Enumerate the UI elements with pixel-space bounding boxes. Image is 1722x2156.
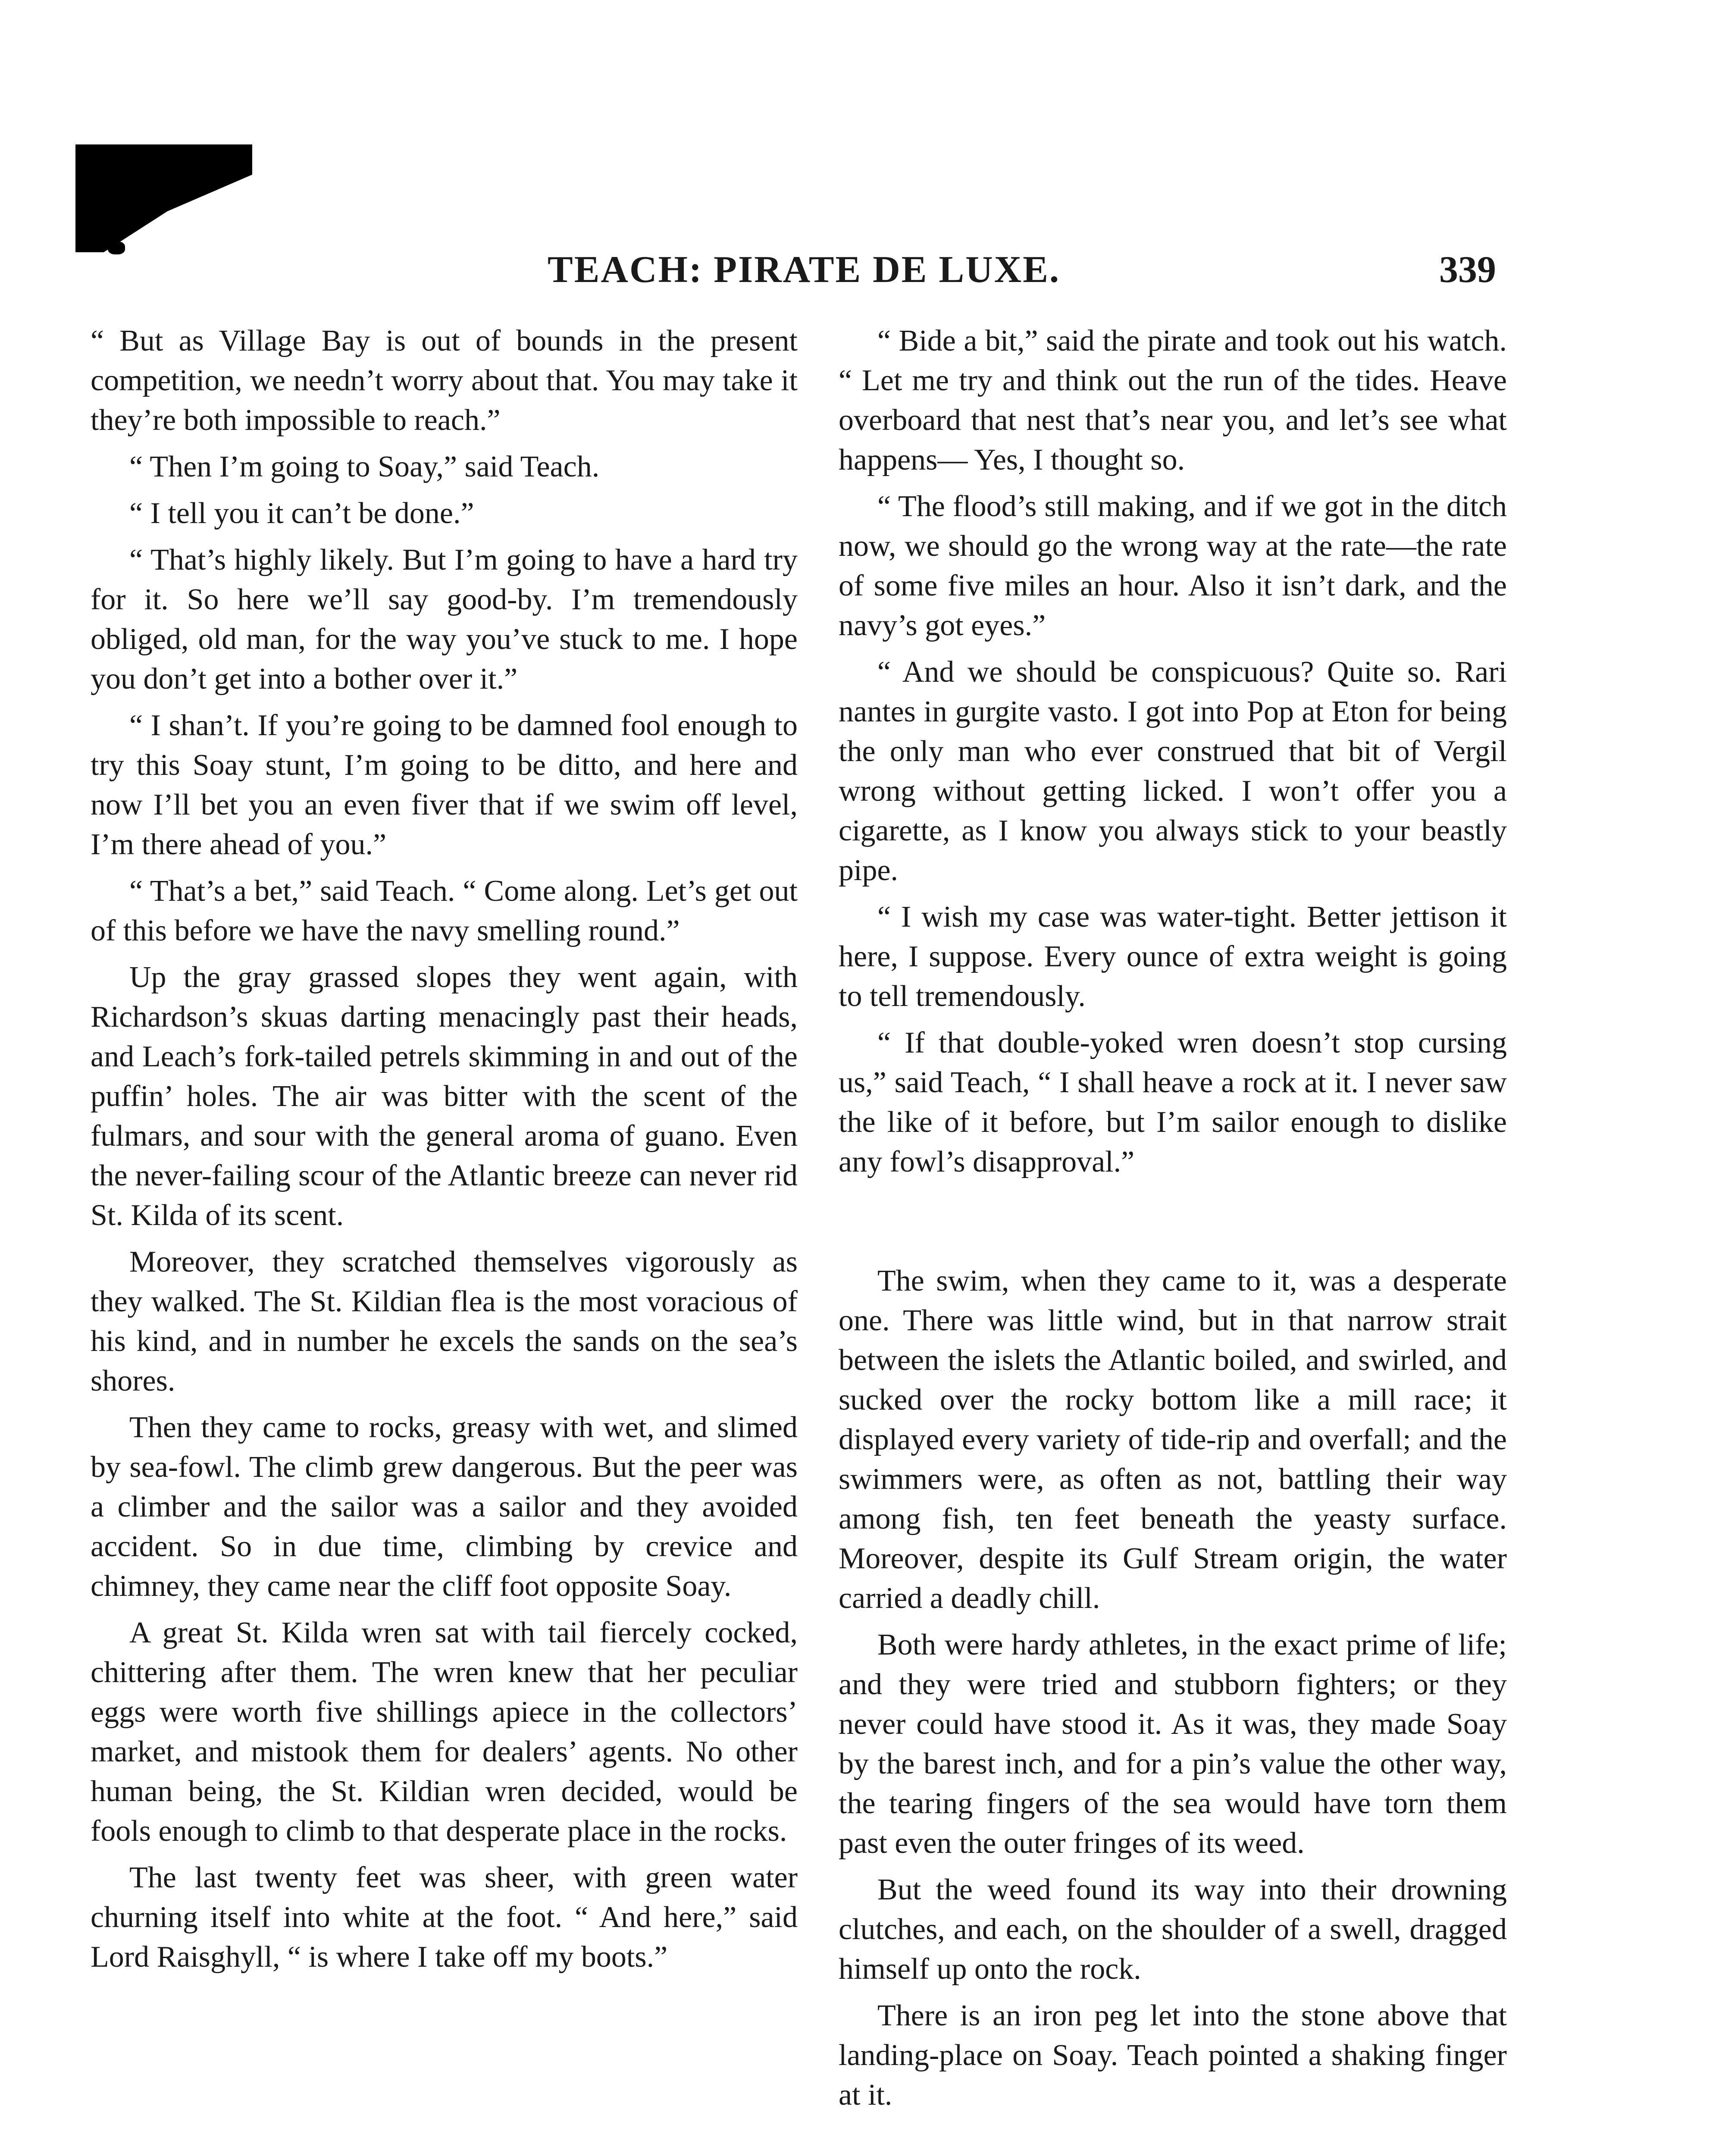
page-number: 339: [1439, 249, 1496, 291]
scan-shadow-blot: [75, 144, 252, 252]
paragraph: Up the gray grassed slopes they went again, with Richardson’s skuas darting menacingly past their heads, and Leach’s fork-tailed petrels skimming in and out of the puffin’ holes. The air was bitter with the scent of the fulmars, and sour with the general aroma of guano. Even the never-failing scour of the Atlantic breeze can never rid St. Kilda of its scent.: [91, 961, 798, 1232]
paragraph: The last twenty feet was sheer, with green water churning itself into white at the foot. “ And here,” said Lord Raisghyll, “ is where I take off my boots.”: [91, 1861, 798, 1974]
paragraph: Both were hardy athletes, in the exact prime of life; and they were tried and stubborn fighters; or they never could have stood it. As it was, they made Soay by the barest inch, and for a pin’s value the other way, the tearing fingers of the sea would have torn them past even the outer fringes of its weed.: [839, 1628, 1507, 1860]
paragraph: “ Then I’m going to Soay,” said Teach.: [129, 450, 600, 483]
paragraph: “ I wish my case was water-tight. Better jettison it here, I suppose. Every ounce of extra weight is going to tell tremendously.: [839, 900, 1507, 1013]
paragraph: The swim, when they came to it, was a desperate one. There was little wind, but in that narrow strait between the islets the Atlantic boiled, and swirled, and sucked over the rocky bottom like a mill race; it displayed every variety of tide-rip and overfall; and the swimmers were, as often as not, battling their way among fish, ten feet beneath the yeasty surface. Moreover, despite its Gulf Stream origin, the water carried a deadly chill.: [839, 1264, 1507, 1615]
paragraph: “ That’s highly likely. But I’m going to have a hard try for it. So here we’ll say good-by. I’m tremendously obliged, old man, for the way you’ve stuck to me. I hope you don’t get into a bother over it.”: [91, 543, 798, 696]
running-head-title: TEACH: PIRATE DE LUXE.: [548, 249, 1060, 291]
paragraph: A great St. Kilda wren sat with tail fiercely cocked, chittering after them. The wren knew that her peculiar eggs were worth five shillings apiece in the collectors’ market, and mistook them for dealers’ agents. No other human being, the St. Kildian wren decided, would be fools enough to climb to that desperate place in the rocks.: [91, 1616, 798, 1848]
paragraph: “ But as Village Bay is out of bounds in the present competition, we needn’t worry about that. You may take it they’re both impossible to reach.”: [91, 324, 798, 437]
paragraph: “ And we should be conspicuous? Quite so. Rari nantes in gurgite vasto. I got into Pop at Eton for being the only man who ever construed that bit of Vergil wrong without getting licked. I won’t offer you a cigarette, as I know you always stick to your beastly pipe.: [839, 655, 1507, 887]
paragraph: But the weed found its way into their drowning clutches, and each, on the shoulder of a swell, dragged himself up onto the rock.: [839, 1873, 1507, 1986]
paragraph: There is an iron peg let into the stone above that landing-place on Soay. Teach pointed a shaking finger at it.: [839, 1999, 1507, 2112]
paragraph: “ That’s a bet,” said Teach. “ Come along. Let’s get out of this before we have the navy smelling round.”: [91, 874, 798, 947]
paragraph: “ I tell you it can’t be done.”: [129, 497, 474, 530]
paragraph: Then they came to rocks, greasy with wet, and slimed by sea-fowl. The climb grew dangerous. But the peer was a climber and the sailor was a sailor and they avoided accident. So in due time, climbing by crevice and chimney, they came near the cliff foot opposite Soay.: [91, 1411, 798, 1603]
left-text-column: [91, 321, 798, 2156]
paragraph: Moreover, they scratched themselves vigorously as they walked. The St. Kildian flea is the most voracious of his kind, and in number he excels the sands on the sea’s shores.: [91, 1245, 798, 1398]
paragraph: “ I shan’t. If you’re going to be damned fool enough to try this Soay stunt, I’m going to be ditto, and here and now I’ll bet you an even fiver that if we swim off level, I’m there ahead of you.”: [91, 709, 798, 861]
right-text-column: [839, 321, 1507, 2156]
paragraph: “ Bide a bit,” said the pirate and took out his watch. “ Let me try and think out the run of the tides. Heave overboard that nest that’s near you, and let’s see what happens— Yes, I thought so.: [839, 324, 1507, 476]
scan-shadow-dot: [108, 241, 125, 254]
paragraph: “ If that double-yoked wren doesn’t stop cursing us,” said Teach, “ I shall heave a rock at it. I never saw the like of it before, but I’m sailor enough to dislike any fowl’s disapproval.”: [839, 1026, 1507, 1178]
paragraph: “ The flood’s still making, and if we got in the ditch now, we should go the wrong way at the rate—the rate of some five miles an hour. Also it isn’t dark, and the navy’s got eyes.”: [839, 490, 1507, 642]
